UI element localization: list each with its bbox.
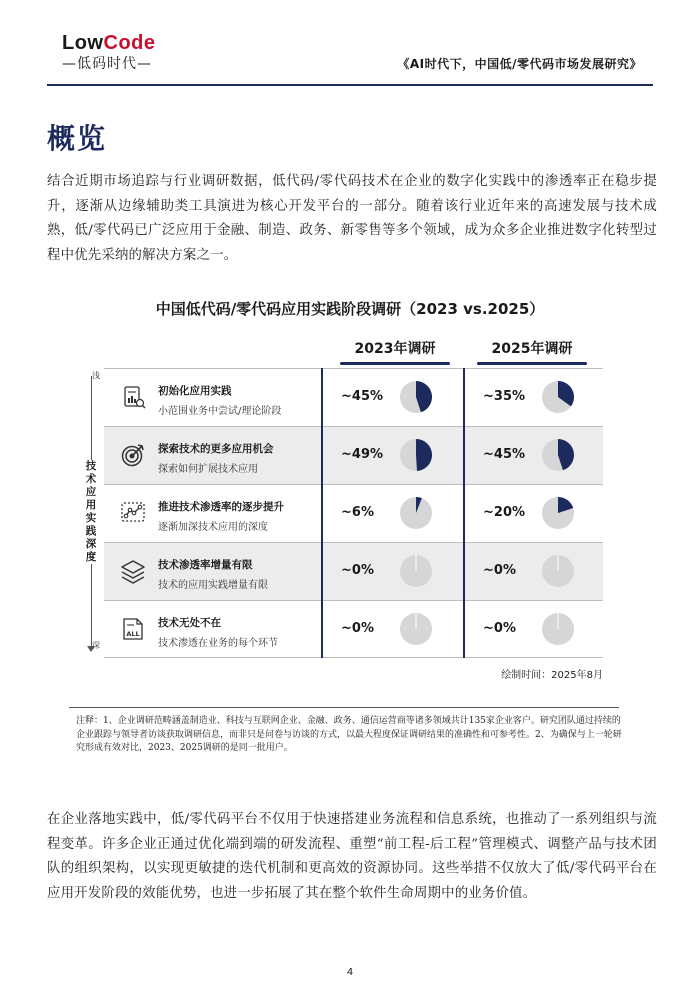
column-header-2025-label: 2025年调研 [491,341,573,357]
pie-slice [416,439,432,471]
stage-description: 小范围业务中尝试/理论阶段 [158,406,282,417]
row-divider [104,657,603,658]
stage-row [104,542,603,600]
percent-label-2023: ~6% [341,505,374,520]
stage-row [104,426,603,484]
header-divider [47,84,653,86]
row-divider [104,542,603,543]
draw-date-note: 绘制时间：2025年8月 [501,670,603,681]
percent-label-2025: ~0% [483,621,516,636]
pie-chart [542,439,574,471]
trend-board-icon [120,500,146,526]
percent-label-2023: ~45% [341,389,384,404]
pie-chart [400,555,432,587]
row-divider [104,426,603,427]
stage-row [104,484,603,542]
practice-paragraph: 在企业落地实践中，低/零代码平台不仅用于快速搭建业务流程和信息系统，也推动了一系列组织与流程变革。许多企业正通过优化端到端的研发流程、重塑“前工程-后工程”管理模式、调整产品与技术团队的组织架构，以实现更敏捷的迭代机制和更高效的资源协同。这些举措不仅放大了低/零代码平台在应用开发阶段的效能优势，也进一步拓展了其在整个软件生命周期中的业务价值。 [47,812,657,901]
logo-text-code: Code [103,32,156,54]
cell-2025 [465,484,603,542]
stage-description: 探索如何扩展技术应用 [158,464,258,475]
depth-axis [82,368,102,658]
stage-title: 推进技术渗透率的逐步提升 [158,501,284,513]
chart-title: 中国低代码/零代码应用实践阶段调研（2023 vs.2025） [155,300,545,318]
report-title: 《AI时代下，中国低/零代码市场发展研究》 [397,57,642,71]
page-number: 4 [346,967,354,978]
cell-2023 [323,542,465,600]
stage-title: 技术无处不在 [158,617,221,629]
column-header-2025 [472,338,592,365]
stage-title: 初始化应用实践 [158,385,232,397]
pie-chart [400,439,432,471]
pie-chart [400,381,432,413]
pie-chart [542,613,574,645]
stage-title: 技术渗透率增量有限 [158,559,253,571]
axis-shallow-label: 浅 [92,371,100,380]
percent-label-2025: ~45% [483,447,526,462]
logo-subtitle: —低码时代— [62,56,152,72]
document-chart-icon [120,384,146,410]
column-separator [463,368,465,658]
pie-chart [542,555,574,587]
svg-text:ALL: ALL [126,630,140,638]
percent-label-2025: ~35% [483,389,526,404]
section-title: 概览 [47,122,108,155]
cell-2025 [465,426,603,484]
intro-paragraph: 结合近期市场追踪与行业调研数据，低代码/零代码技术在企业的数字化实践中的渗透率正在稳步提升，逐渐从边缘辅助类工具演进为核心开发平台的一部分。随着该行业近年来的高速发展与技术成熟，低/零代码已广泛应用于金融、制造、政务、新零售等多个领域，成为众多企业推进数字化转型过程中优先采纳的解决方案之一。 [47,174,657,263]
stage-description: 技术渗透在业务的每个环节 [158,638,278,649]
pie-chart [400,497,432,529]
percent-label-2023: ~0% [341,563,374,578]
column-header-2023 [335,338,455,365]
stage-row [104,600,603,658]
page-header [0,0,700,86]
cell-2025 [465,368,603,426]
target-icon [120,442,146,468]
all-document-icon [120,616,146,642]
cell-2023 [323,368,465,426]
column-header-2023-label: 2023年调研 [354,341,436,357]
stage-description: 逐渐加深技术应用的深度 [158,522,268,533]
lowcode-logo [62,33,162,77]
cell-2023 [323,484,465,542]
footnote: 注释：1、企业调研范畴涵盖制造业、科技与互联网企业、金融、政务、通信运营商等诸多领域共计135家企业客户。研究团队通过持续的企业跟踪与领导者访谈获取调研信息，而非只是问卷与访谈的方式，以最大程度保证调研结果的准确性和可参考性。2、为确保与上一轮研究形成有效对比，2023、2025调研的是同一批用户。 [76,716,622,753]
row-divider [104,368,603,369]
row-divider [104,484,603,485]
column-header-underline [477,362,587,365]
percent-label-2023: ~0% [341,621,374,636]
axis-label: 技术应用实践深度 [83,460,99,564]
percent-label-2025: ~0% [483,563,516,578]
stage-title: 探索技术的更多应用机会 [158,443,274,455]
row-divider [104,600,603,601]
note-divider [69,707,619,708]
stage-table [104,368,603,658]
cell-2023 [323,426,465,484]
cell-2025 [465,542,603,600]
cell-2023 [323,600,465,658]
stage-row [104,368,603,426]
logo-text-low: Low [62,32,104,54]
layers-icon [120,558,146,584]
logo-wordmark [62,33,162,53]
axis-deep-label: 深 [92,641,100,650]
pie-chart [542,381,574,413]
stage-description: 技术的应用实践增量有限 [158,580,268,591]
percent-label-2025: ~20% [483,505,526,520]
pie-chart [400,613,432,645]
column-header-underline [340,362,450,365]
pie-chart [542,497,574,529]
cell-2025 [465,600,603,658]
percent-label-2023: ~49% [341,447,384,462]
column-separator [321,368,323,658]
